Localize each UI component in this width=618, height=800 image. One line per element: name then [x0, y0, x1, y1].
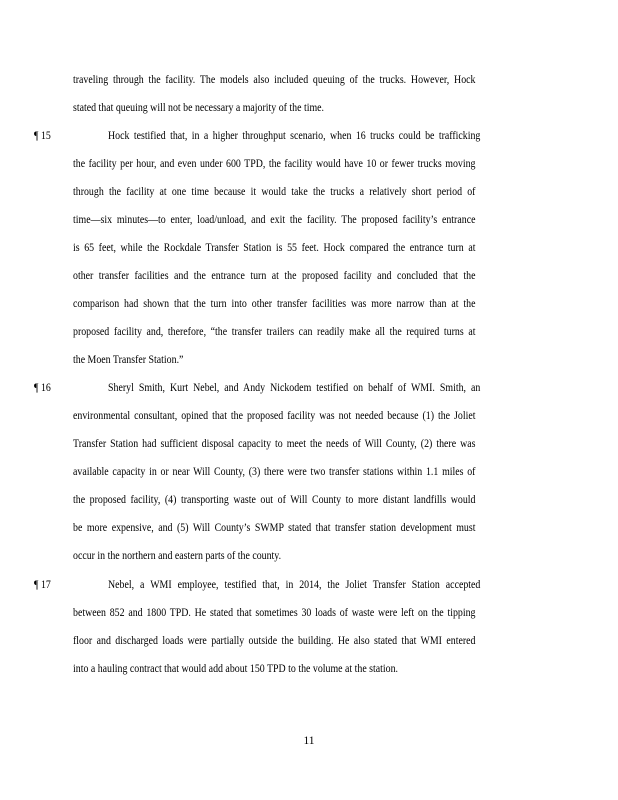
text-line: other transfer facilities and the entrance turn at the proposed facility and concluded that the: [73, 270, 476, 282]
text-line: be more expensive, and (5) Will County’s SWMP stated that transfer station development must: [73, 522, 476, 534]
text-line: Transfer Station had sufficient disposal capacity to meet the needs of Will County, (2) there was: [73, 438, 476, 450]
text-line: into a hauling contract that would add about 150 TPD to the volume at the station.: [73, 663, 399, 675]
text-line: Nebel, a WMI employee, testified that, in 2014, the Joliet Transfer Station accepted: [108, 579, 481, 591]
text-line: is 65 feet, while the Rockdale Transfer Station is 55 feet. Hock compared the entrance turn at: [73, 242, 476, 254]
text-line: time—six minutes—to enter, load/unload, and exit the facility. The proposed facility’s entrance: [73, 214, 476, 226]
text-line: between 852 and 1800 TPD. He stated that sometimes 30 loads of waste were left on the tipping: [73, 607, 476, 619]
paragraph-number: ¶ 15: [34, 130, 51, 142]
text-line: traveling through the facility. The models also included queuing of the trucks. However, Hock: [73, 74, 476, 86]
text-line: stated that queuing will not be necessary a majority of the time.: [73, 102, 325, 114]
text-line: comparison had shown that the turn into other transfer facilities was more narrow than at the: [73, 298, 476, 310]
text-line: the proposed facility, (4) transporting waste out of Will County to more distant landfills would: [73, 494, 476, 506]
text-line: environmental consultant, opined that the proposed facility was not needed because (1) the Joliet: [73, 410, 476, 422]
text-line: proposed facility and, therefore, “the transfer trailers can readily make all the required turns at: [73, 326, 476, 338]
text-line: Hock testified that, in a higher throughput scenario, when 16 trucks could be trafficking: [108, 130, 481, 142]
page-number: 11: [303, 735, 315, 747]
text-line: the facility per hour, and even under 600 TPD, the facility would have 10 or fewer trucks moving: [73, 158, 476, 170]
text-line: the Moen Transfer Station.”: [73, 354, 184, 366]
paragraph-number: ¶ 17: [34, 579, 51, 591]
paragraph-number: ¶ 16: [34, 382, 51, 394]
text-line: available capacity in or near Will County, (3) there were two transfer stations within 1.1 miles of: [73, 466, 476, 478]
text-line: Sheryl Smith, Kurt Nebel, and Andy Nickodem testified on behalf of WMI. Smith, an: [108, 382, 481, 394]
text-line: through the facility at one time because it would take the trucks a relatively short period of: [73, 186, 476, 198]
text-line: floor and discharged loads were partially outside the building. He also stated that WMI entered: [73, 635, 476, 647]
text-line: occur in the northern and eastern parts of the county.: [73, 550, 282, 562]
